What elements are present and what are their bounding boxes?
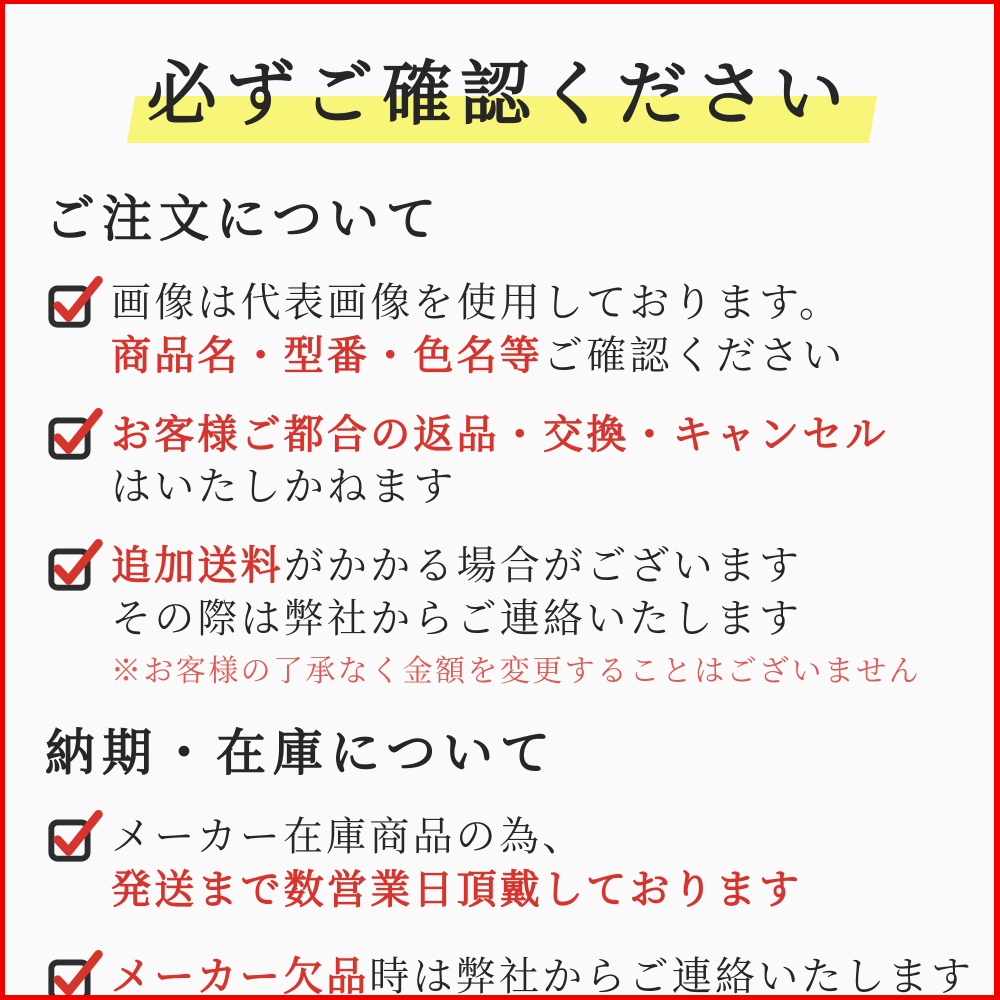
text-segment: 発送まで数営業日頂戴しております bbox=[111, 867, 803, 913]
item-line bbox=[111, 864, 802, 917]
checklist-item bbox=[45, 951, 975, 1000]
checked-checkbox-icon bbox=[45, 275, 103, 329]
item-text bbox=[111, 811, 802, 917]
text-segment: メーカー在庫商品の為、 bbox=[111, 814, 586, 860]
page-title-wrap bbox=[45, 38, 954, 139]
text-segment: 追加送料 bbox=[111, 543, 284, 589]
checklist-item bbox=[45, 540, 954, 691]
section-heading-delivery: 納期・在庫について bbox=[45, 725, 557, 782]
item-text bbox=[111, 540, 921, 691]
checked-checkbox-icon bbox=[45, 809, 103, 863]
checklist-item bbox=[45, 409, 954, 515]
notice-content bbox=[5, 38, 994, 1000]
checklist-item bbox=[45, 811, 954, 917]
item-line bbox=[111, 811, 802, 864]
item-text bbox=[111, 951, 975, 1000]
item-line bbox=[111, 951, 975, 1000]
checked-checkbox-icon bbox=[45, 949, 103, 1000]
text-segment: がかかる場合がございます bbox=[283, 543, 803, 589]
item-line bbox=[111, 540, 921, 593]
section-heading-order: ご注文について bbox=[45, 191, 443, 247]
item-text bbox=[111, 277, 845, 383]
checked-checkbox-icon bbox=[45, 538, 103, 592]
text-segment: 画像は代表画像を使用しております。 bbox=[111, 280, 843, 325]
checked-checkbox-icon bbox=[45, 407, 103, 461]
text-segment: メーカー欠品 bbox=[111, 953, 370, 999]
item-line bbox=[111, 593, 921, 646]
note-text: ※お客様の了承なく金額を変更することはございません bbox=[111, 654, 921, 688]
item-text bbox=[111, 409, 889, 515]
checklist-item bbox=[45, 277, 954, 383]
text-segment: ご確認ください bbox=[543, 332, 846, 378]
item-line bbox=[111, 461, 889, 514]
text-segment: はいたしかねます bbox=[111, 464, 457, 510]
text-segment: 時は弊社からご連絡いたします bbox=[369, 953, 975, 999]
item-line bbox=[111, 330, 845, 383]
text-segment: お客様ご都合の返品・交換・キャンセル bbox=[111, 411, 889, 457]
text-segment: その際は弊社からご連絡いたします bbox=[111, 595, 803, 641]
item-line bbox=[111, 277, 845, 330]
text-segment: 商品名・型番・色名等 bbox=[111, 332, 543, 378]
page-title: 必ずご確認ください bbox=[146, 57, 853, 134]
item-line bbox=[111, 409, 889, 462]
